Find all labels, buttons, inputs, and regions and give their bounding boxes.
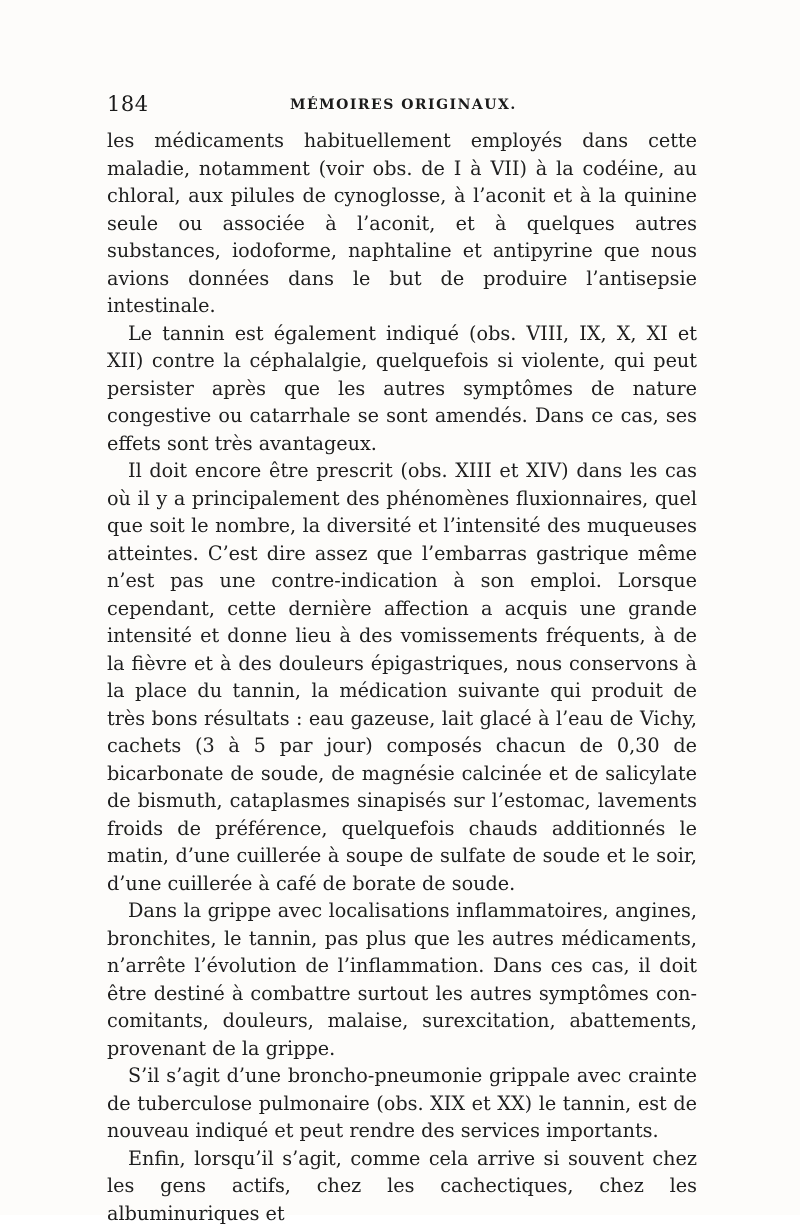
body-text [107, 127, 697, 1227]
paragraph-grippe-inflammation: Dans la grippe avec localisations inflammatoires, angines, bronchites, le tannin, pas plus que les autres médicaments, n’arrête l’évolution de l’inflammation. Dans ces cas, il doit être destiné à combattre surtout les autres symptômes concomitants, douleurs, malaise, surexcitation, abattements, provenant de la grippe. [107, 897, 697, 1062]
page-header [107, 92, 697, 126]
paragraph-continuation: les médicaments habituellement employés dans cette maladie, notamment (voir obs. de I à VII) à la codéine, au chloral, aux pilules de cynoglosse, à l’aconit et à la quinine seule ou associée à l’aconit, et à quelques autres substances, iodoforme, naphtaline et antipyrine que nous avions données dans le but de produire l’antisepsie intestinale. [107, 127, 697, 320]
paragraph-broncho-pneumonia: S’il s’agit d’une broncho-pneumonie grippale avec crainte de tuberculose pulmonaire (obs. XIX et XX) le tannin, est de nouveau indiqué et peut rendre des services importants. [107, 1062, 697, 1145]
page-number: 184 [107, 92, 149, 116]
paragraph-tannin-cephalalgia: Le tannin est également indiqué (obs. VIII, IX, X, XI et XII) contre la céphalalgie, quelquefois si violente, qui peut persister après que les autres symptômes de nature congestive ou catarrhale se sont amendés. Dans ce cas, ses effets sont très avantageux. [107, 320, 697, 458]
running-title: MÉMOIRES ORIGINAUX. [290, 97, 517, 113]
paragraph-fluxion-phenomena: Il doit encore être prescrit (obs. XIII et XIV) dans les cas où il y a principalement des phénomènes fluxionnaires, quel que soit le nombre, la diversité et l’intensité des muqueuses atteintes. C’est dire assez que l’embarras gastrique même n’est pas une contre-indication à son emploi. Lorsque cependant, cette dernière affection a acquis une grande intensité et donne lieu à des vomissements fréquents, à de la fièvre et à des douleurs épigastriques, nous conservons à la place du tannin, la médication suivante qui produit de très bons résultats : eau gazeuse, lait glacé à l’eau de Vichy, cachets (3 à 5 par jour) composés chacun de 0,30 de bicarbonate de soude, de magnésie calcinée et de salicylate de bismuth, cataplasmes sinapisés sur l’estomac, lavements froids de préférence, quelquefois chauds additionnés le matin, d’une cuillerée à soupe de sulfate de soude et le soir, d’une cuillerée à café de borate de soude. [107, 457, 697, 897]
paragraph-enfin: Enfin, lorsqu’il s’agit, comme cela arrive si souvent chez les gens actifs, chez les cachectiques, chez les albuminuriques et [107, 1145, 697, 1227]
